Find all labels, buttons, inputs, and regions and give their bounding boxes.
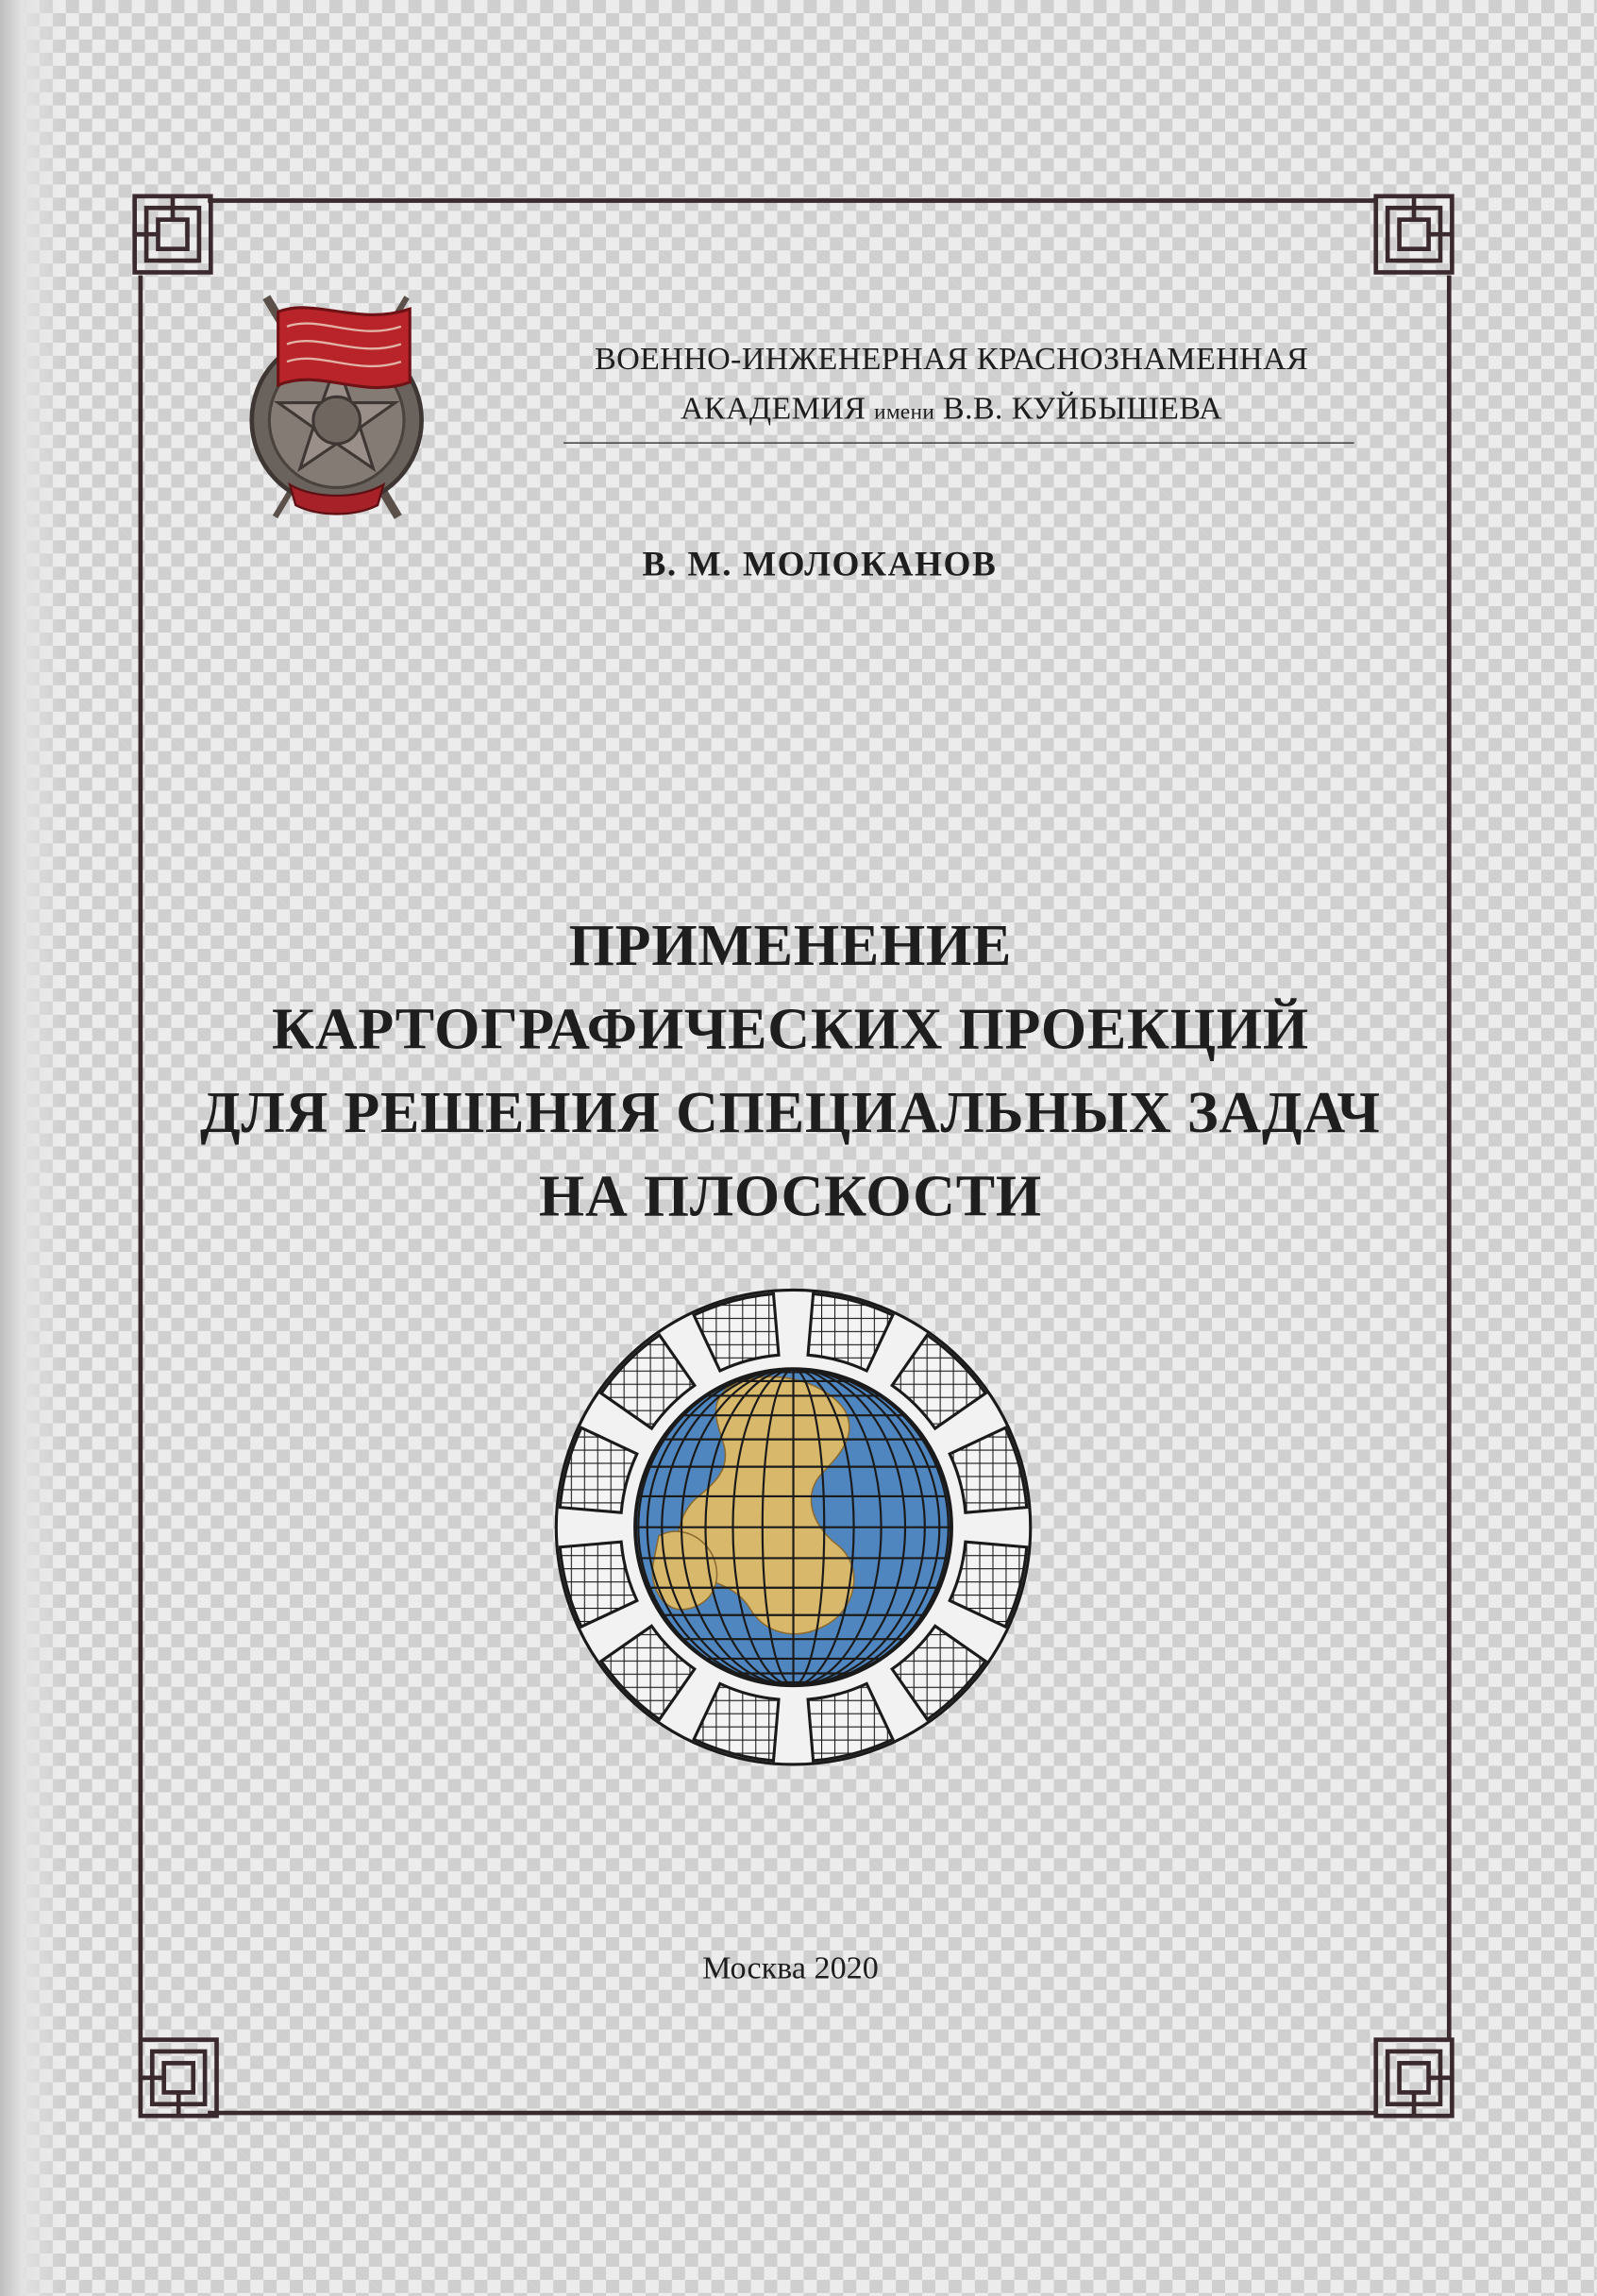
- frame-corner-ornament-top-left: [135, 196, 211, 273]
- institution-line-1: ВОЕННО-ИНЖЕНЕРНАЯ КРАСНОЗНАМЕННАЯ: [595, 339, 1309, 377]
- author-name: В. М. МОЛОКАНОВ: [642, 546, 998, 584]
- globe-projection-emblem: [545, 1278, 1042, 1776]
- city-and-year: Москва 2020: [702, 1949, 879, 1986]
- book-title-line-3: ДЛЯ РЕШЕНИЯ СПЕЦИАЛЬНЫХ ЗАДАЧ: [200, 1079, 1381, 1145]
- institution-underline: [563, 442, 1353, 444]
- book-title-line-2: КАРТОГРАФИЧЕСКИХ ПРОЕКЦИЙ: [272, 995, 1309, 1062]
- frame-corner-ornament-bottom-left: [141, 2040, 217, 2117]
- institution-line-2-end: В.В. КУЙБЫШЕВА: [934, 389, 1223, 427]
- frame-corner-ornament-bottom-right: [1376, 2040, 1453, 2117]
- institution-line-2-named-after: имени: [874, 400, 935, 425]
- book-title-line-1: ПРИМЕНЕНИЕ: [568, 912, 1013, 979]
- institution-line-2-start: АКАДЕМИЯ: [680, 389, 875, 427]
- frame-corner-ornament-top-right: [1376, 196, 1453, 273]
- order-of-red-banner-medal: [234, 285, 439, 527]
- institution-line-2: [542, 383, 1361, 437]
- institution-name: [542, 334, 1361, 438]
- book-title-line-4: НА ПЛОСКОСТИ: [538, 1162, 1042, 1229]
- book-title: [146, 903, 1435, 1238]
